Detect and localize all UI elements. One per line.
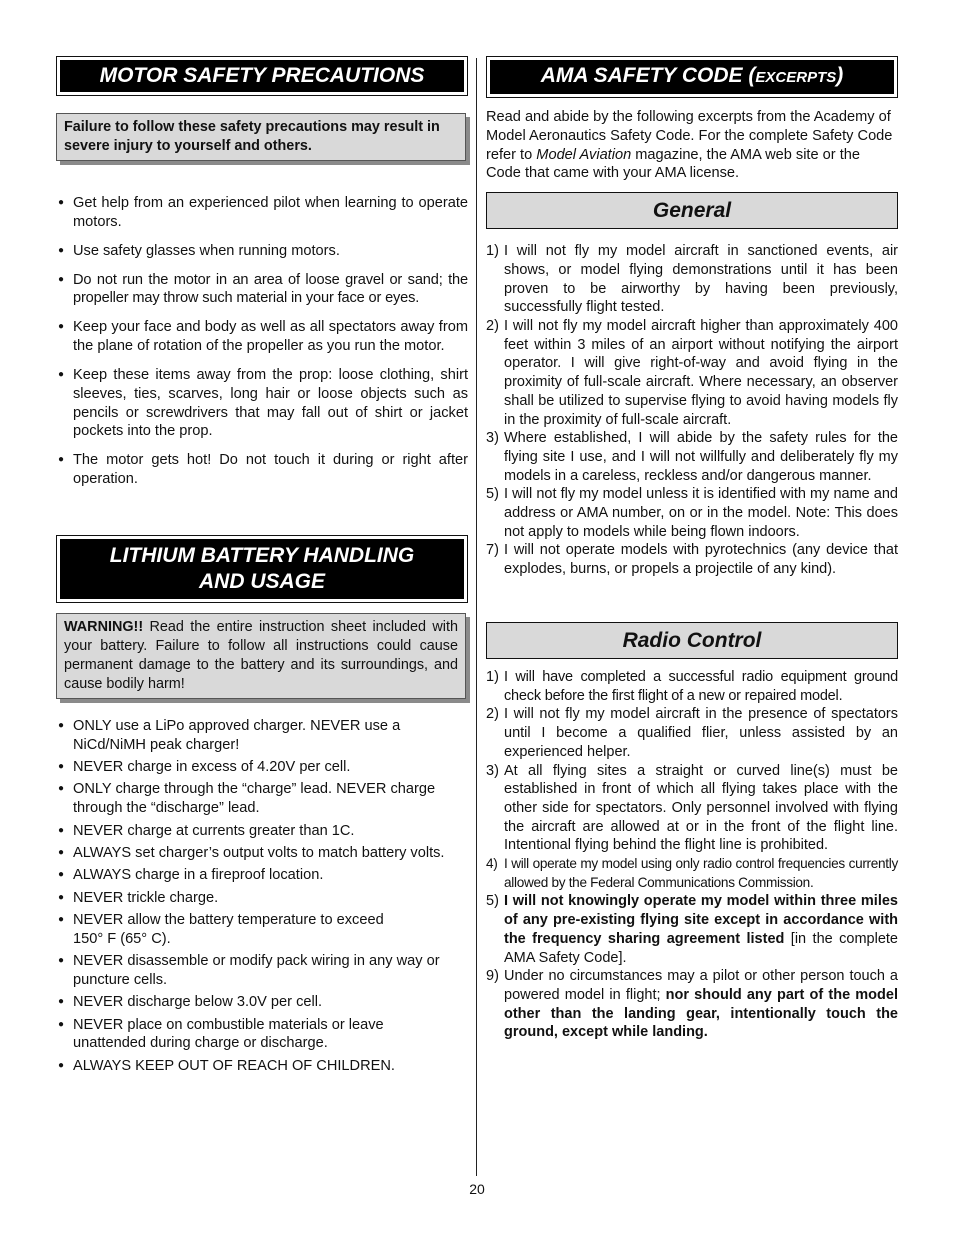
list-item: ● The motor gets hot! Do not touch it during or right after operation.	[56, 451, 468, 488]
list-item	[486, 317, 898, 429]
list-item: ● NEVER allow the battery temperature to exceed 150° F (65° C).	[56, 911, 468, 948]
motor-warning-box	[56, 113, 466, 161]
rule-text: I will not fly my model unless it is identified with my name and address or AMA number, on or in the model. Note: This does not apply to models while being flown indoors.	[504, 486, 898, 540]
rule-text: Where established, I will abide by the safety rules for the flying site I use, and I will not willfully and deliberately fly my models in a careless, reckless and/or dangerous manner.	[504, 430, 898, 484]
rule-number: 9)	[486, 968, 499, 985]
rule-text: Under no circumstances may a pilot or other person touch a powered model in flight;	[504, 968, 898, 1003]
rule-number: 2)	[486, 318, 499, 334]
rule-number: 2)	[486, 706, 499, 723]
general-header: General	[486, 192, 898, 229]
ama-intro-text-2: magazine, the AMA web site or the Code that came with your AMA license.	[486, 146, 860, 182]
lipo-title-line-2: AND USAGE	[198, 570, 325, 593]
ama-safety-title	[490, 60, 894, 94]
general-rules-list	[486, 242, 898, 579]
lipo-warning-text: Read the entire instruction sheet included with your battery. Failure to follow all instructions could cause permanent damage to the battery and its surroundings, and cause bodily harm!	[64, 619, 458, 692]
list-item: ● NEVER charge in excess of 4.20V per cell.	[56, 758, 468, 777]
list-item	[486, 242, 898, 317]
lipo-title-line-1: LITHIUM BATTERY HANDLING	[109, 544, 415, 567]
rule-number: 1)	[486, 243, 499, 260]
rule-text: I will have completed a successful radio equipment ground check before the first flight of a new or repaired model.	[504, 669, 898, 704]
rule-text: I will not fly my model aircraft in sanctioned events, air shows, or model flying demonstrations until it has been proven to be airworthy by having been previously, successfully flight tested.	[504, 243, 898, 316]
lipo-warning-lead: WARNING!!	[64, 619, 144, 635]
rule-text: At all flying sites a straight or curved line(s) must be established in front of which all flying takes place with the other side for spectators. Only personnel involved with flying the aircraft are allowed at or in the front of the flight line. Intentional flying behind the flight line is prohibited.	[504, 762, 898, 854]
list-item: ● Use safety glasses when running motors.	[56, 242, 468, 261]
left-column	[56, 56, 468, 1074]
page-number: 20	[469, 1181, 485, 1197]
rule-number: 4)	[486, 856, 498, 872]
rule-number: 3)	[486, 762, 499, 779]
list-item: ● Keep your face and body as well as all spectators away from the plane of rotation of the propeller as you run the motor.	[56, 318, 468, 355]
list-item	[486, 967, 898, 1042]
list-item: ● Do not run the motor in an area of loose gravel or sand; the propeller may throw such material in your face or eyes.	[56, 271, 468, 308]
motor-precautions-list	[56, 194, 468, 489]
list-item: ● ALWAYS KEEP OUT OF REACH OF CHILDREN.	[56, 1057, 468, 1076]
column-divider	[476, 58, 477, 1176]
rule-number: 5)	[486, 893, 499, 910]
right-column	[486, 56, 898, 1041]
list-item: ● Keep these items away from the prop: loose clothing, shirt sleeves, ties, scarves, long hair or loose objects such as pencils or screwdrivers that may fall out of shirt or jacket pockets into the prop.	[56, 366, 468, 441]
list-item	[486, 892, 898, 967]
radio-rules-list	[486, 668, 898, 1042]
radio-control-header: Radio Control	[486, 622, 898, 659]
rule-text-bold: nor should any part of the model other than the landing gear, intentionally touch the ground, except while landing.	[504, 986, 898, 1041]
rule-text: [in the complete AMA Safety Code].	[504, 930, 898, 966]
rule-text: I will not fly my model aircraft in the presence of spectators until I become a qualified flier, unless assisted by an experienced helper.	[504, 706, 898, 760]
lipo-rules-list	[56, 717, 468, 1079]
list-item: ● NEVER trickle charge.	[56, 889, 468, 908]
list-item	[486, 668, 898, 705]
ama-title-excerpts: EXCERPTS	[755, 69, 837, 86]
rule-number: 3)	[486, 430, 499, 447]
list-item	[486, 705, 898, 761]
rule-text: I will operate my model using only radio control frequencies currently allowed by the Federal Communications Commission.	[504, 856, 898, 890]
list-item: ● ONLY use a LiPo approved charger. NEVER use a NiCd/NiMH peak charger!	[56, 717, 468, 754]
list-item: ● ALWAYS set charger’s output volts to match battery volts.	[56, 844, 468, 863]
ama-title-close: )	[836, 64, 844, 87]
motor-warning-text: Failure to follow these safety precautions may result in severe injury to yourself and others.	[64, 119, 440, 154]
list-item: ● NEVER place on combustible materials or leave unattended during charge or discharge.	[56, 1016, 468, 1053]
list-item: ● NEVER discharge below 3.0V per cell.	[56, 993, 468, 1012]
rule-text: I will not operate models with pyrotechnics (any device that explodes, burns, or propels a projectile of any kind).	[504, 542, 898, 578]
lipo-warning-box	[56, 613, 466, 699]
list-item	[486, 762, 898, 856]
list-item: ● NEVER charge at currents greater than 1C.	[56, 822, 468, 841]
list-item	[486, 541, 898, 578]
list-item: ● ONLY charge through the “charge” lead. NEVER charge through the “discharge” lead.	[56, 780, 468, 817]
lipo-header	[56, 535, 468, 603]
ama-intro	[486, 108, 898, 183]
list-item	[486, 485, 898, 541]
rule-number: 7)	[486, 542, 499, 559]
ama-title-main: AMA SAFETY CODE (	[540, 64, 756, 87]
list-item	[486, 429, 898, 485]
ama-safety-header	[486, 56, 898, 98]
lipo-title	[60, 539, 464, 599]
rule-text-bold: I will not knowingly operate my model within three miles of any pre-existing flying site except in accordance with the frequency sharing agreement listed	[504, 893, 898, 947]
list-item: ● Get help from an experienced pilot when learning to operate motors.	[56, 194, 468, 231]
list-item	[486, 855, 898, 892]
motor-safety-title: MOTOR SAFETY PRECAUTIONS	[60, 60, 464, 92]
ama-intro-text-1: Read and abide by the following excerpts from the Academy of Model Aeronautics Safety Code. For the complete Safety Code refer to	[486, 109, 893, 163]
rule-number: 1)	[486, 669, 499, 685]
rule-number: 5)	[486, 486, 499, 503]
rule-text: I will not fly my model aircraft higher than approximately 400 feet within 3 miles of an airport without notifying the airport operator. I will give right-of-way and avoid flying in the proximity of full-scale aircraft. Where necessary, an observer shall be utilized to supervise flying to avoid having models fly in the proximity of full-scale aircraft.	[504, 318, 898, 428]
list-item: ● NEVER disassemble or modify pack wiring in any way or puncture cells.	[56, 952, 468, 989]
motor-safety-header	[56, 56, 468, 96]
ama-intro-italic: Model Aviation	[536, 146, 632, 163]
list-item: ● ALWAYS charge in a fireproof location.	[56, 866, 468, 885]
